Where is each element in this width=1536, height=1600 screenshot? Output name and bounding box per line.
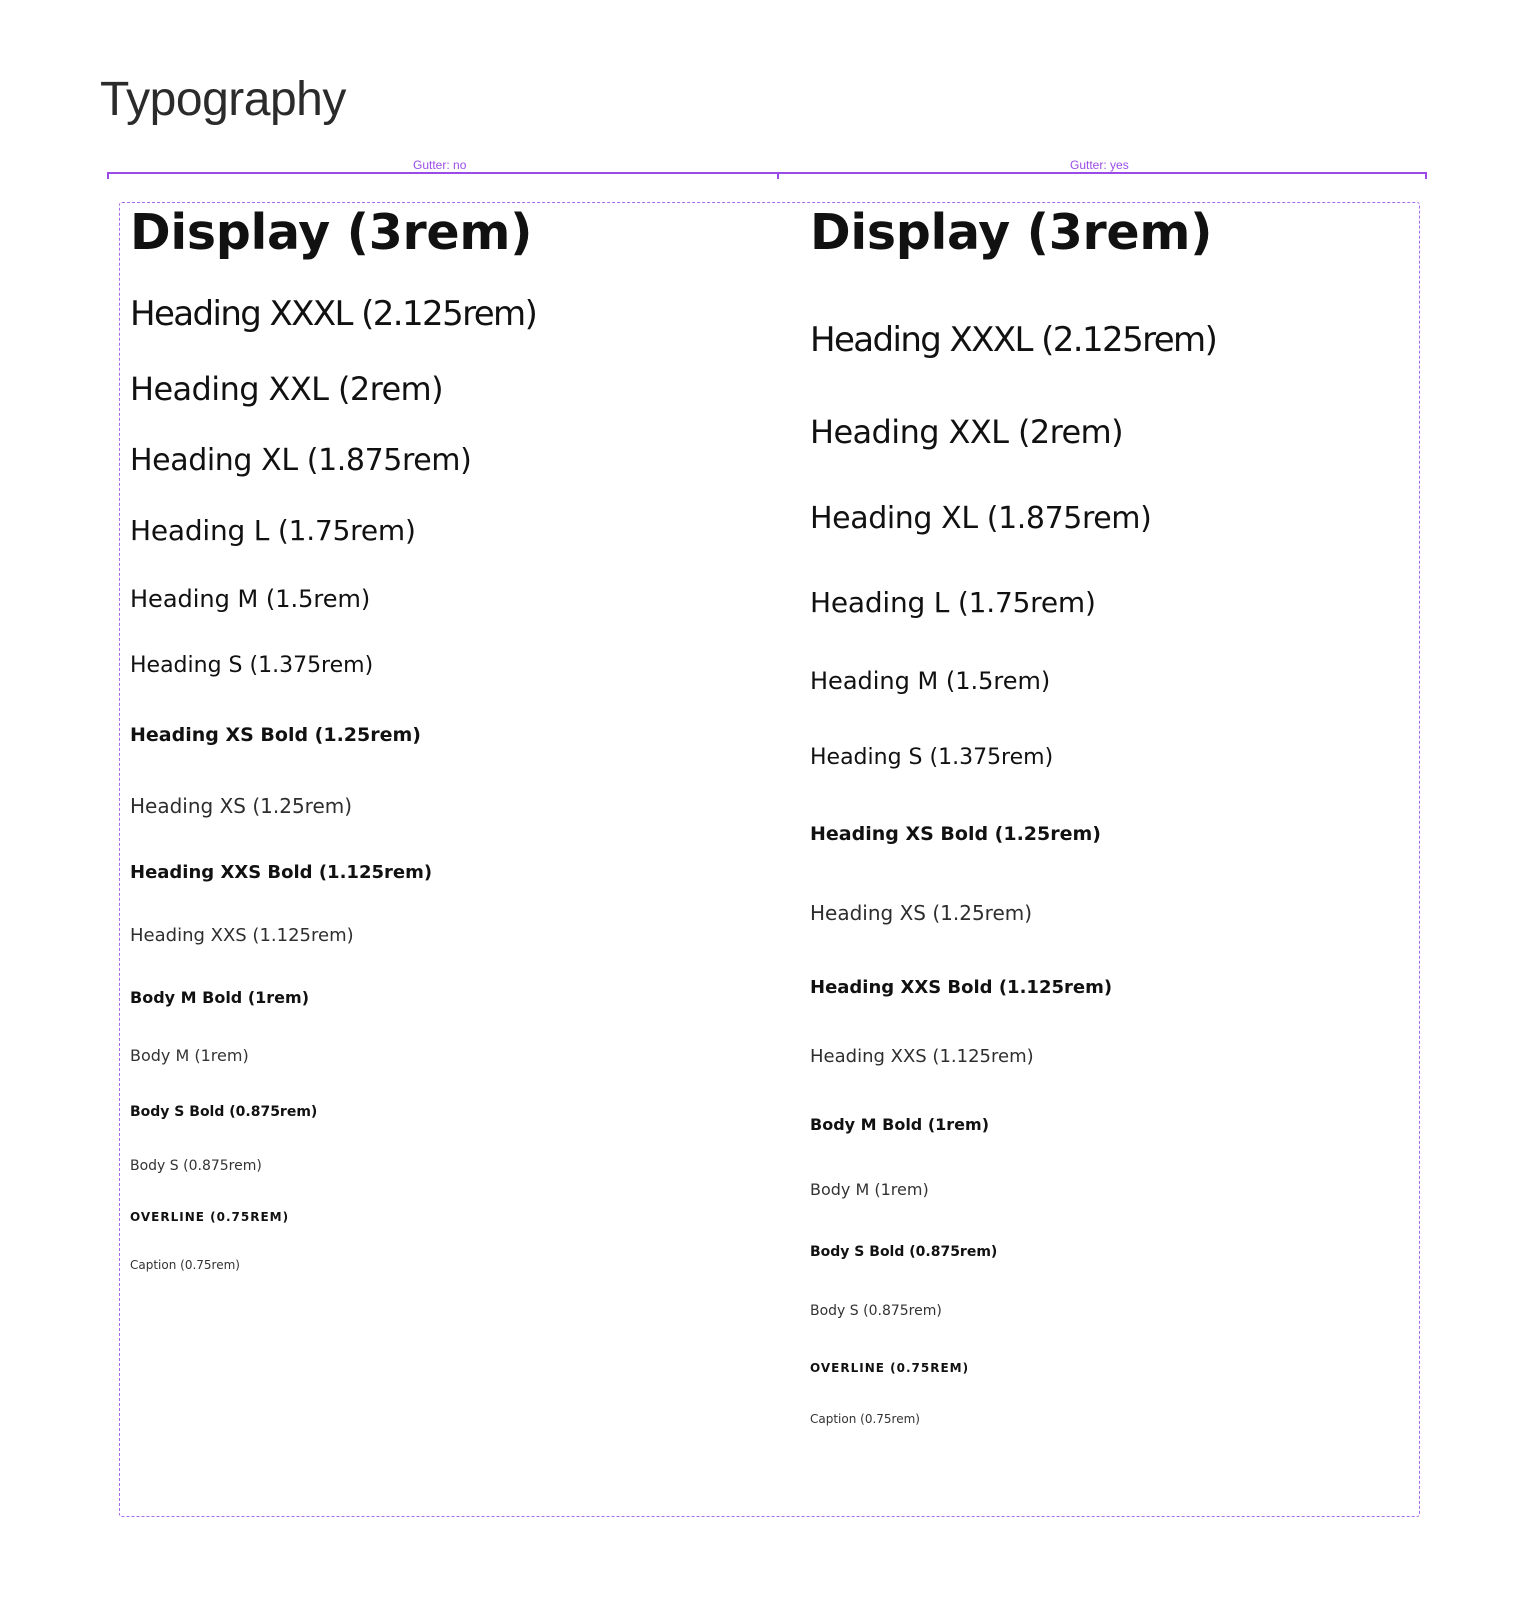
sample-body-s-bold: Body S Bold (0.875rem) — [810, 1244, 998, 1260]
sample-display: Display (3rem) — [130, 204, 533, 261]
sample-heading-l: Heading L (1.75rem) — [130, 514, 416, 547]
gutter-yes-bracket — [779, 172, 1425, 182]
gutter-no-bracket — [109, 172, 777, 182]
sample-body-m: Body M (1rem) — [130, 1046, 249, 1065]
sample-heading-xxs: Heading XXS (1.125rem) — [810, 1046, 1034, 1067]
sample-body-m-bold: Body M Bold (1rem) — [810, 1115, 989, 1134]
typography-frame — [119, 202, 1420, 1517]
sample-heading-xs: Heading XS (1.25rem) — [810, 901, 1033, 925]
sample-heading-xl: Heading XL (1.875rem) — [130, 443, 472, 478]
sample-heading-m: Heading M (1.5rem) — [130, 585, 371, 613]
sample-heading-xxl: Heading XXL (2rem) — [130, 370, 444, 408]
sample-body-s: Body S (0.875rem) — [810, 1303, 942, 1319]
page-title: Typography — [100, 73, 346, 126]
gutter-no-label: Gutter: no — [413, 158, 467, 172]
sample-caption: Caption (0.75rem) — [810, 1412, 920, 1426]
gutter-yes-label: Gutter: yes — [1070, 158, 1129, 172]
sample-display: Display (3rem) — [810, 204, 1213, 261]
sample-heading-xs-bold: Heading XS Bold (1.25rem) — [130, 724, 421, 746]
sample-heading-s: Heading S (1.375rem) — [130, 653, 374, 678]
sample-heading-xl: Heading XL (1.875rem) — [810, 501, 1152, 536]
sample-heading-xxs: Heading XXS (1.125rem) — [130, 925, 354, 946]
sample-heading-m: Heading M (1.5rem) — [810, 667, 1051, 695]
sample-body-s: Body S (0.875rem) — [130, 1158, 262, 1174]
sample-body-m-bold: Body M Bold (1rem) — [130, 988, 309, 1007]
sample-overline: OVERLINE (0.75REM) — [130, 1210, 290, 1224]
sample-body-m: Body M (1rem) — [810, 1180, 929, 1199]
sample-heading-s: Heading S (1.375rem) — [810, 745, 1054, 770]
sample-heading-xs-bold: Heading XS Bold (1.25rem) — [810, 823, 1101, 845]
sample-heading-xxxl: Heading XXXL (2.125rem) — [130, 294, 537, 334]
sample-overline: OVERLINE (0.75REM) — [810, 1361, 970, 1375]
sample-body-s-bold: Body S Bold (0.875rem) — [130, 1104, 318, 1120]
sample-heading-xxl: Heading XXL (2rem) — [810, 413, 1124, 451]
sample-caption: Caption (0.75rem) — [130, 1258, 240, 1272]
sample-heading-l: Heading L (1.75rem) — [810, 586, 1096, 619]
sample-heading-xs: Heading XS (1.25rem) — [130, 794, 353, 818]
sample-heading-xxs-bold: Heading XXS Bold (1.125rem) — [810, 977, 1113, 998]
sample-heading-xxxl: Heading XXXL (2.125rem) — [810, 320, 1217, 360]
sample-heading-xxs-bold: Heading XXS Bold (1.125rem) — [130, 862, 433, 883]
